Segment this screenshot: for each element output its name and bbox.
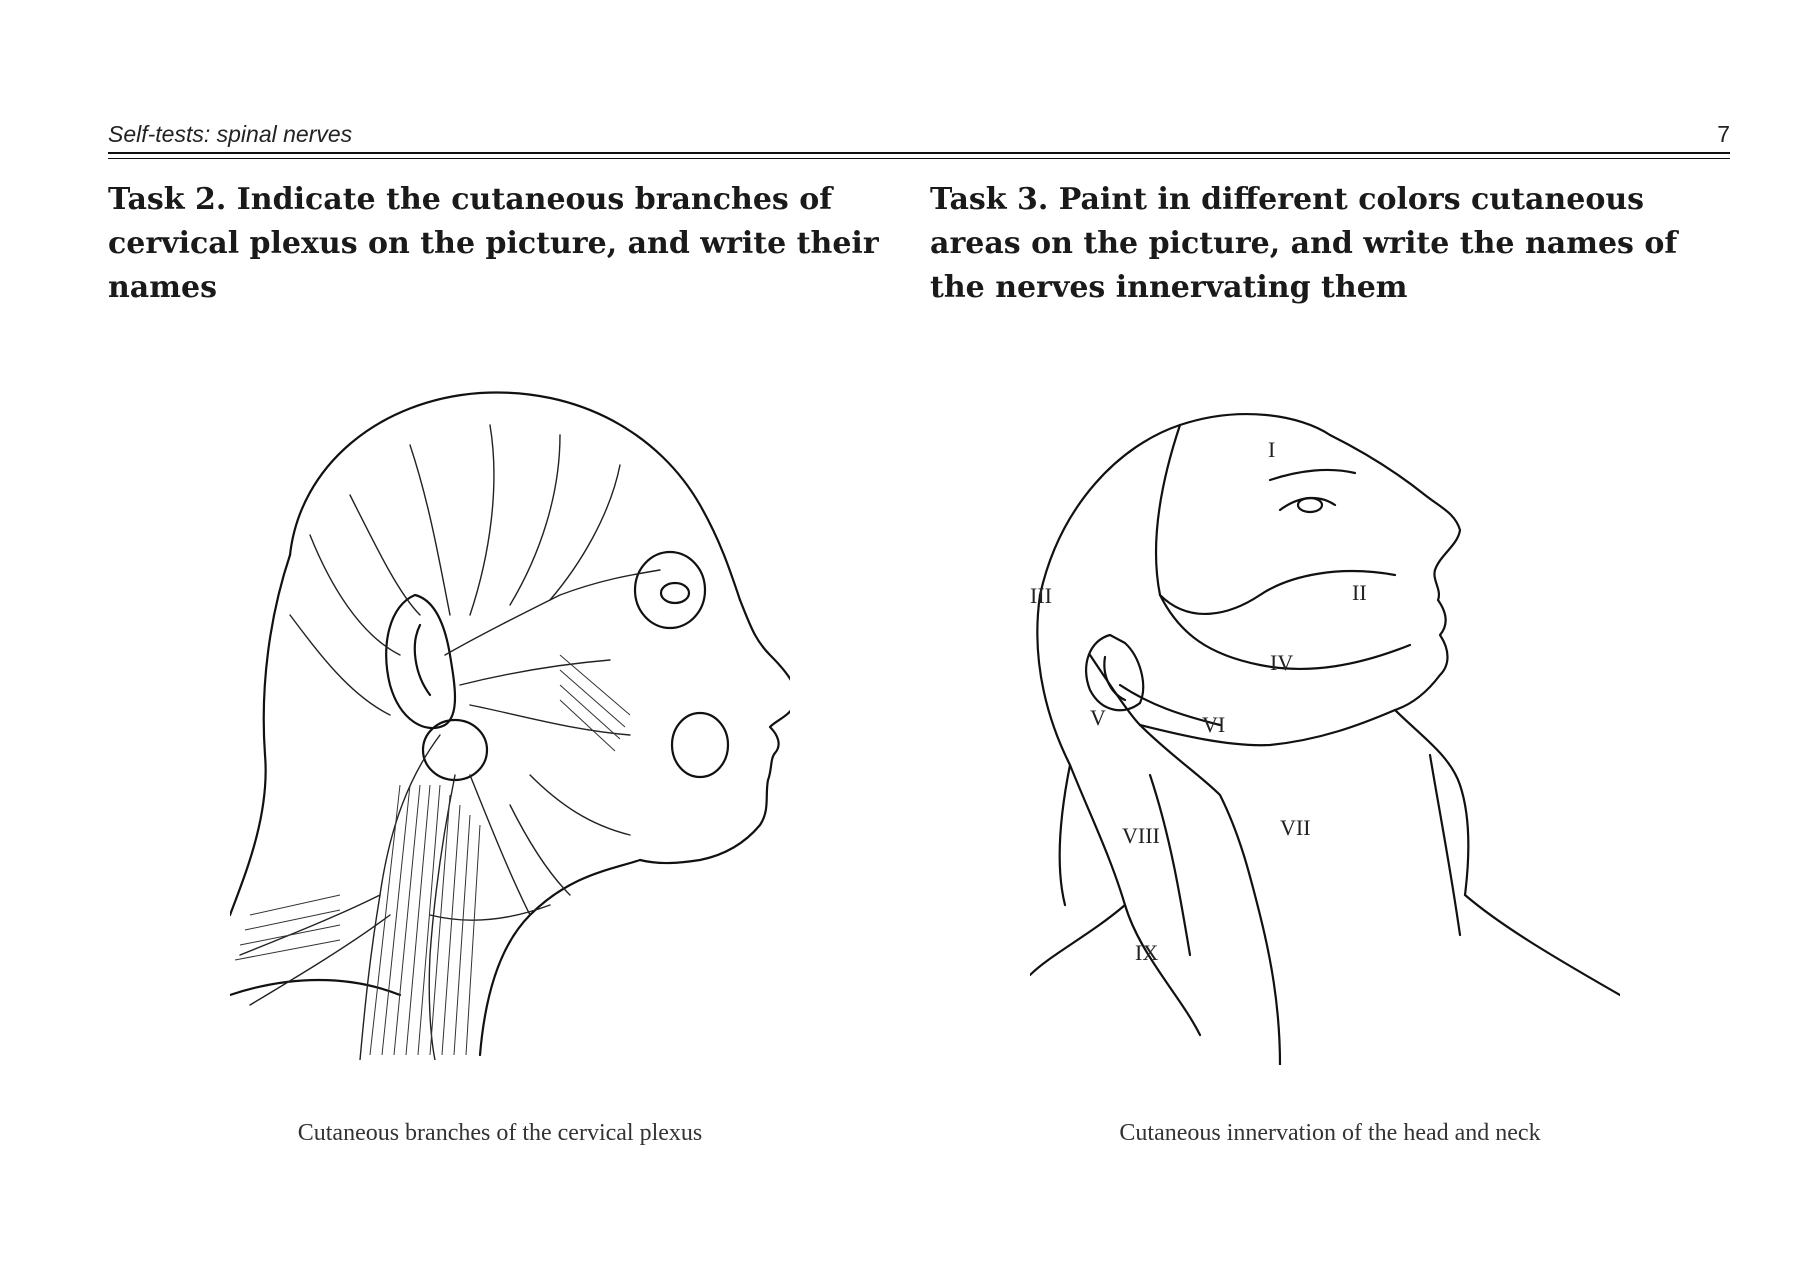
region-label-vii: VII — [1280, 815, 1311, 840]
figure-caption-left: Cutaneous branches of the cervical plexus — [297, 1120, 703, 1146]
region-label-ii: II — [1352, 580, 1367, 605]
task-3-title: Task 3. Paint in different colors cutaneous areas on the picture, and write the names of the nerves innervating them — [930, 182, 1678, 305]
region-label-viii: VIII — [1122, 823, 1160, 848]
figure-caption-right: Cutaneous innervation of the head and neck — [1119, 1120, 1541, 1146]
header-rule-thin — [108, 158, 1730, 159]
task-2-title: Task 2. Indicate the cutaneous branches of cervical plexus on the picture, and write their names — [108, 182, 879, 305]
cervical-plexus-illustration — [230, 355, 790, 1060]
running-title: Self-tests: spinal nerves — [108, 121, 353, 147]
header-rule — [108, 152, 1730, 154]
region-label-i: I — [1268, 437, 1276, 462]
region-label-vi: VI — [1202, 712, 1226, 737]
page-number: 7 — [1717, 121, 1730, 147]
region-label-iii: III — [1030, 583, 1052, 608]
region-label-ix: IX — [1135, 940, 1159, 965]
region-label-v: V — [1090, 705, 1106, 730]
region-label-iv: IV — [1270, 650, 1294, 675]
page-header — [108, 118, 1730, 154]
cutaneous-innervation-illustration — [1030, 395, 1620, 1065]
